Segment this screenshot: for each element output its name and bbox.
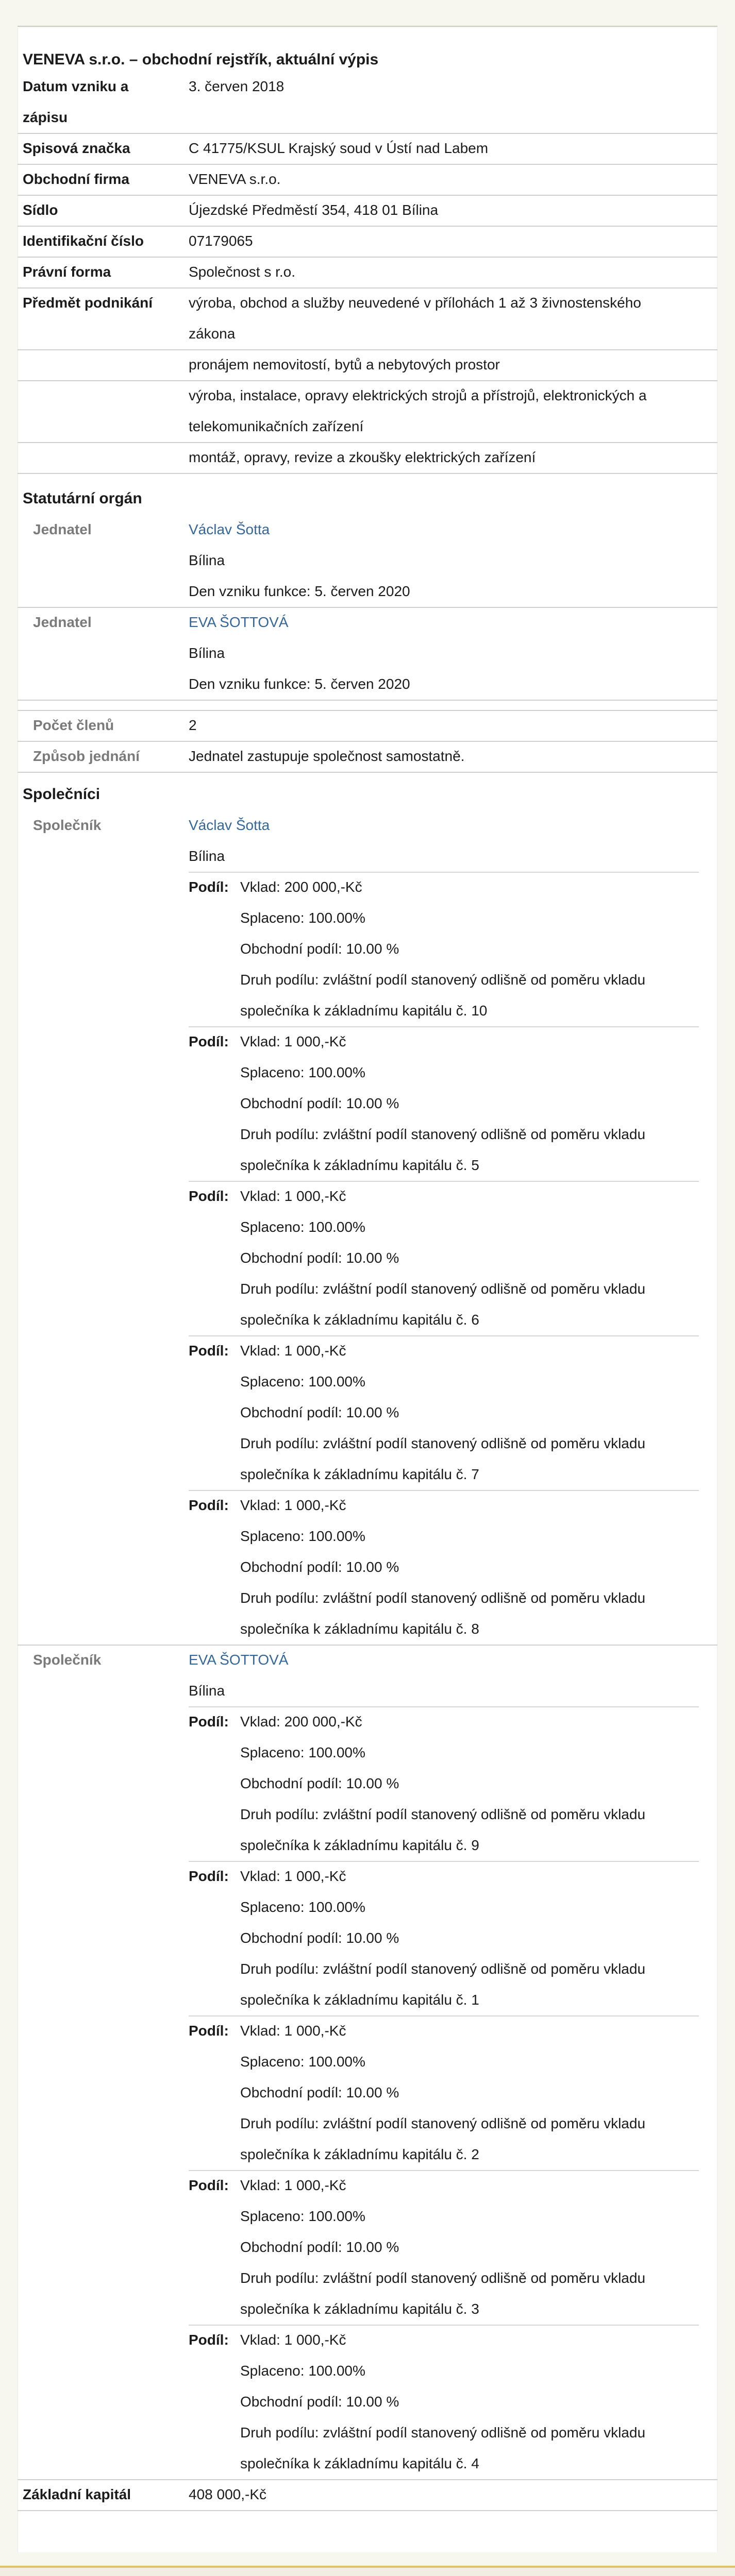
share-kind2: společníka k základnímu kapitálu č. 8 — [240, 1621, 479, 1637]
partner-city: Bílina — [189, 1683, 225, 1699]
field-label: Sídlo — [23, 202, 58, 218]
share-deposit: Vklad: 1 000,-Kč — [240, 1343, 346, 1359]
share-deposit: Vklad: 1 000,-Kč — [240, 1868, 346, 1884]
share-paid: Splaceno: 100.00% — [240, 1899, 365, 1915]
field-value: C 41775/KSUL Krajský soud v Ústí nad Labem — [189, 140, 489, 156]
share-kind1: Druh podílu: zvláštní podíl stanovený odlišně od poměru vkladu — [240, 1281, 646, 1297]
page-title: VENEVA s.r.o. – obchodní rejstřík, aktuální výpis — [23, 51, 379, 68]
field-label: Obchodní firma — [23, 171, 129, 187]
capital-value: 408 000,-Kč — [189, 2486, 266, 2502]
share-business: Obchodní podíl: 10.00 % — [240, 2084, 399, 2100]
share-kind2: společníka k základnímu kapitálu č. 3 — [240, 2301, 479, 2317]
share-paid: Splaceno: 100.00% — [240, 1744, 365, 1760]
member-city: Bílina — [189, 645, 225, 661]
row-divider — [18, 2510, 717, 2511]
field-value: 3. červen 2018 — [189, 78, 285, 94]
share-key: Podíl: — [189, 1343, 229, 1359]
section-heading-statutory: Statutární orgán — [23, 490, 142, 507]
partner-name-link[interactable]: EVA ŠOTTOVÁ — [189, 1652, 289, 1668]
share-deposit: Vklad: 1 000,-Kč — [240, 2023, 346, 2039]
row-divider — [18, 257, 717, 258]
partner-name-link[interactable]: Václav Šotta — [189, 817, 270, 833]
capital-label: Základní kapitál — [23, 2486, 131, 2502]
member-since: Den vzniku funkce: 5. červen 2020 — [189, 676, 410, 692]
business-subject-item: výroba, instalace, opravy elektrických strojů a přístrojů, elektronických a — [189, 387, 647, 403]
share-kind2: společníka k základnímu kapitálu č. 9 — [240, 1837, 479, 1853]
field-label: Datum vzniku a — [23, 78, 129, 94]
share-paid: Splaceno: 100.00% — [240, 910, 365, 926]
share-key: Podíl: — [189, 2332, 229, 2348]
share-key: Podíl: — [189, 2023, 229, 2039]
members-count-label: Počet členů — [33, 717, 114, 733]
share-paid: Splaceno: 100.00% — [240, 2208, 365, 2224]
share-key: Podíl: — [189, 1188, 229, 1204]
member-role: Jednatel — [33, 614, 92, 630]
share-key: Podíl: — [189, 1868, 229, 1884]
section-heading-partners: Společníci — [23, 786, 101, 803]
footer-bar — [0, 2566, 735, 2576]
field-label: Právní forma — [23, 264, 111, 280]
partner-role: Společník — [33, 817, 102, 833]
share-kind1: Druh podílu: zvláštní podíl stanovený odlišně od poměru vkladu — [240, 1806, 646, 1822]
share-deposit: Vklad: 1 000,-Kč — [240, 1033, 346, 1049]
share-kind2: společníka k základnímu kapitálu č. 6 — [240, 1312, 479, 1328]
share-kind2: společníka k základnímu kapitálu č. 1 — [240, 1992, 479, 2008]
share-key: Podíl: — [189, 2177, 229, 2193]
share-kind1: Druh podílu: zvláštní podíl stanovený odlišně od poměru vkladu — [240, 1126, 646, 1142]
field-value: 07179065 — [189, 233, 253, 249]
row-divider — [18, 710, 717, 711]
share-paid: Splaceno: 100.00% — [240, 2363, 365, 2379]
field-label: Předmět podnikání — [23, 295, 153, 311]
member-since: Den vzniku funkce: 5. červen 2020 — [189, 583, 410, 599]
row-divider — [18, 607, 717, 608]
field-label-cont: zápisu — [23, 109, 68, 125]
business-subject-item: pronájem nemovitostí, bytů a nebytových prostor — [189, 357, 500, 372]
share-key: Podíl: — [189, 1033, 229, 1049]
share-kind2: společníka k základnímu kapitálu č. 7 — [240, 1466, 479, 1482]
share-key: Podíl: — [189, 1714, 229, 1730]
share-deposit: Vklad: 1 000,-Kč — [240, 2177, 346, 2193]
row-divider — [18, 772, 717, 773]
share-kind1: Druh podílu: zvláštní podíl stanovený odlišně od poměru vkladu — [240, 1435, 646, 1451]
acting-value: Jednatel zastupuje společnost samostatně. — [189, 748, 465, 764]
share-business: Obchodní podíl: 10.00 % — [240, 1930, 399, 1946]
top-divider — [18, 26, 717, 27]
partner-city: Bílina — [189, 848, 225, 864]
share-deposit: Vklad: 200 000,-Kč — [240, 1714, 362, 1730]
share-kind2: společníka k základnímu kapitálu č. 5 — [240, 1157, 479, 1173]
share-business: Obchodní podíl: 10.00 % — [240, 1775, 399, 1791]
member-city: Bílina — [189, 552, 225, 568]
share-kind2: společníka k základnímu kapitálu č. 2 — [240, 2146, 479, 2162]
field-value: Společnost s r.o. — [189, 264, 296, 280]
member-name-link[interactable]: Václav Šotta — [189, 521, 270, 537]
business-subject-item: zákona — [189, 326, 236, 342]
share-deposit: Vklad: 1 000,-Kč — [240, 1497, 346, 1513]
share-paid: Splaceno: 100.00% — [240, 1219, 365, 1235]
share-paid: Splaceno: 100.00% — [240, 2054, 365, 2070]
field-label: Identifikační číslo — [23, 233, 144, 249]
share-kind1: Druh podílu: zvláštní podíl stanovený odlišně od poměru vkladu — [240, 1961, 646, 1977]
field-value: VENEVA s.r.o. — [189, 171, 281, 187]
share-kind2: společníka k základnímu kapitálu č. 10 — [240, 1003, 488, 1019]
share-business: Obchodní podíl: 10.00 % — [240, 1404, 399, 1420]
share-paid: Splaceno: 100.00% — [240, 1374, 365, 1389]
partner-role: Společník — [33, 1652, 102, 1668]
share-business: Obchodní podíl: 10.00 % — [240, 1250, 399, 1266]
business-subject-item: výroba, obchod a služby neuvedené v přílohách 1 až 3 živnostenského — [189, 295, 641, 311]
share-kind1: Druh podílu: zvláštní podíl stanovený odlišně od poměru vkladu — [240, 972, 646, 988]
share-key: Podíl: — [189, 879, 229, 895]
row-divider — [18, 473, 717, 474]
share-key: Podíl: — [189, 1497, 229, 1513]
share-deposit: Vklad: 1 000,-Kč — [240, 1188, 346, 1204]
acting-label: Způsob jednání — [33, 748, 140, 764]
share-business: Obchodní podíl: 10.00 % — [240, 1559, 399, 1575]
share-kind2: společníka k základnímu kapitálu č. 4 — [240, 2455, 479, 2471]
member-name-link[interactable]: EVA ŠOTTOVÁ — [189, 614, 289, 630]
members-count-value: 2 — [189, 717, 197, 733]
share-business: Obchodní podíl: 10.00 % — [240, 941, 399, 957]
field-value: Újezdské Předměstí 354, 418 01 Bílina — [189, 202, 439, 218]
row-divider — [18, 1645, 717, 1646]
share-paid: Splaceno: 100.00% — [240, 1064, 365, 1080]
share-business: Obchodní podíl: 10.00 % — [240, 1095, 399, 1111]
share-kind1: Druh podílu: zvláštní podíl stanovený odlišně od poměru vkladu — [240, 1590, 646, 1606]
share-deposit: Vklad: 1 000,-Kč — [240, 2332, 346, 2348]
share-deposit: Vklad: 200 000,-Kč — [240, 879, 362, 895]
field-label: Spisová značka — [23, 140, 130, 156]
member-role: Jednatel — [33, 521, 92, 537]
share-business: Obchodní podíl: 10.00 % — [240, 2394, 399, 2410]
share-kind1: Druh podílu: zvláštní podíl stanovený odlišně od poměru vkladu — [240, 2115, 646, 2131]
share-kind1: Druh podílu: zvláštní podíl stanovený odlišně od poměru vkladu — [240, 2270, 646, 2286]
share-business: Obchodní podíl: 10.00 % — [240, 2239, 399, 2255]
row-divider — [18, 700, 717, 701]
business-subject-item: telekomunikačních zařízení — [189, 418, 364, 434]
business-subject-item: montáž, opravy, revize a zkoušky elektrických zařízení — [189, 449, 536, 465]
share-paid: Splaceno: 100.00% — [240, 1528, 365, 1544]
share-kind1: Druh podílu: zvláštní podíl stanovený odlišně od poměru vkladu — [240, 2425, 646, 2441]
